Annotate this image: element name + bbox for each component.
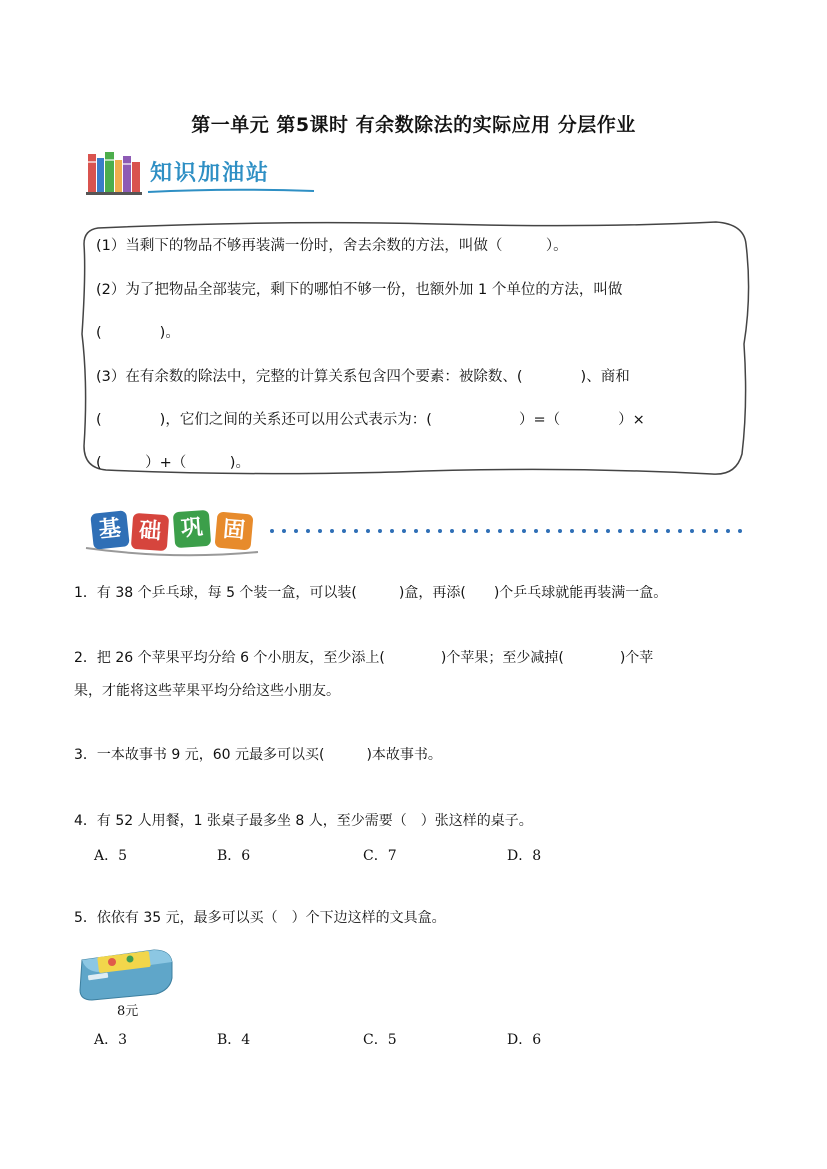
question-2-line-2: 果，才能将这些苹果平均分给这些小朋友。 — [74, 683, 340, 699]
basic-tile-4: 固 — [214, 511, 253, 550]
q4-option-b[interactable]: B．6 — [217, 848, 251, 864]
q5-option-a[interactable]: A．3 — [94, 1032, 128, 1048]
basic-banner — [82, 508, 752, 558]
knowledge-line-4: (3）在有余数的除法中，完整的计算关系包含四个要素：被除数、( )、商和 — [96, 369, 630, 385]
knowledge-line-6: ( ）+（ )。 — [96, 455, 250, 471]
knowledge-line-3: ( )。 — [96, 325, 180, 341]
question-4: 4．有 52 人用餐，1 张桌子最多坐 8 人，至少需要（ ）张这样的桌子。 — [74, 813, 533, 829]
knowledge-heading: 知识加油站 — [150, 161, 271, 186]
knowledge-line-1: (1）当剩下的物品不够再装满一份时，舍去余数的方法，叫做（ ）。 — [96, 238, 568, 254]
q4-option-a[interactable]: A．5 — [94, 848, 128, 864]
basic-tile-3: 巩 — [173, 510, 211, 548]
question-2-line-1: 2．把 26 个苹果平均分给 6 个小朋友，至少添上( )个苹果；至少减掉( )个苹 — [74, 650, 654, 666]
question-1: 1．有 38 个乒乓球，每 5 个装一盒，可以装( )盒，再添( )个乒乓球就能再装满一盒。 — [74, 585, 668, 601]
basic-banner-dots — [268, 526, 748, 536]
books-icon — [86, 148, 144, 196]
knowledge-line-2: (2）为了把物品全部装完，剩下的哪怕不够一份，也额外加 1 个单位的方法，叫做 — [96, 282, 623, 298]
page-title: 第一单元 第5课时 有余数除法的实际应用 分层作业 — [191, 114, 636, 136]
q4-option-d[interactable]: D．8 — [507, 848, 542, 864]
basic-tile-2: 础 — [131, 513, 169, 551]
pencil-case-image — [76, 944, 176, 1002]
q5-option-c[interactable]: C．5 — [363, 1032, 397, 1048]
banner-underline — [146, 186, 316, 196]
q5-option-d[interactable]: D．6 — [507, 1032, 542, 1048]
q4-option-c[interactable]: C．7 — [363, 848, 397, 864]
question-3: 3．一本故事书 9 元，60 元最多可以买( )本故事书。 — [74, 747, 442, 763]
knowledge-banner — [86, 148, 316, 198]
q5-option-b[interactable]: B．4 — [217, 1032, 251, 1048]
basic-tile-1: 基 — [90, 510, 130, 550]
pencil-case-price: 8元 — [117, 1004, 139, 1019]
knowledge-line-5: ( )，它们之间的关系还可以用公式表示为：( ）=（ ）× — [96, 412, 645, 428]
question-5: 5．依依有 35 元，最多可以买（ ）个下边这样的文具盒。 — [74, 910, 446, 926]
